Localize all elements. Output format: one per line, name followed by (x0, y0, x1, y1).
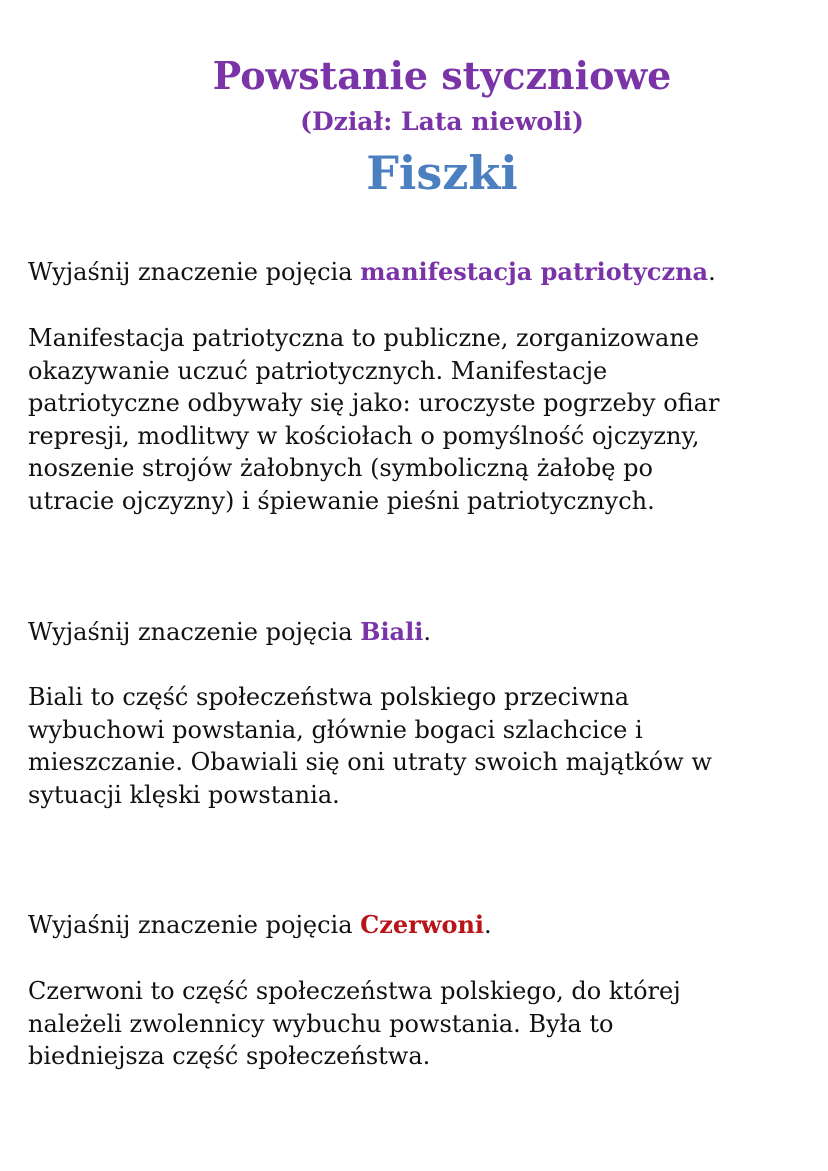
question-text (28, 616, 808, 648)
question-prefix: Wyjaśnij znaczenie pojęcia (28, 618, 361, 646)
flashcard-question (28, 256, 808, 288)
section-label: Fiszki (366, 146, 518, 200)
answer-line: mieszczanie. Obawiali się oni utraty swoich majątków w (28, 748, 712, 776)
answer-line: należeli zwolennicy wybuchu powstania. Była to (28, 1009, 614, 1038)
flashcard-question (28, 616, 808, 648)
answer-line: noszenie strojów żałobnych (symboliczną żałobę po (28, 454, 653, 482)
answer-line: biedniejsza część społeczeństwa. (28, 1042, 431, 1070)
term: Czerwoni (360, 910, 485, 939)
question-suffix: . (423, 618, 431, 646)
question-suffix: . (708, 258, 716, 286)
flashcard-question (28, 909, 808, 941)
flashcard-answer (28, 322, 808, 517)
page-title: Powstanie styczniowe (212, 53, 672, 98)
flashcard-answer (28, 975, 808, 1073)
page-subtitle: (Dział: Lata niewoli) (300, 107, 584, 136)
answer-line: okazywanie uczuć patriotycznych. Manifestacje (28, 356, 608, 385)
answer-line: patriotyczne odbywały się jako: uroczyste pogrzeby ofiar (28, 389, 720, 417)
answer-line: Manifestacja patriotyczna to publiczne, zorganizowane (28, 324, 700, 352)
answer-line: represji, modlitwy w kościołach o pomyślność ojczyzny, (28, 421, 700, 450)
answer-line: wybuchowi powstania, głównie bogaci szlachcice i (28, 715, 643, 744)
flashcard-answer (28, 681, 808, 811)
term: Biali (360, 617, 424, 646)
question-suffix: . (484, 911, 492, 939)
answer-line: sytuacji klęski powstania. (28, 780, 340, 809)
question-text (28, 909, 808, 941)
answer-line: Biali to część społeczeństwa polskiego przeciwna (28, 683, 630, 711)
question-prefix: Wyjaśnij znaczenie pojęcia (28, 258, 361, 286)
question-text (28, 256, 808, 288)
question-prefix: Wyjaśnij znaczenie pojęcia (28, 911, 361, 939)
answer-line: Czerwoni to część społeczeństwa polskiego, do której (28, 977, 681, 1005)
term: manifestacja patriotyczna (360, 257, 709, 286)
answer-line: utracie ojczyzny) i śpiewanie pieśni patriotycznych. (28, 486, 655, 515)
